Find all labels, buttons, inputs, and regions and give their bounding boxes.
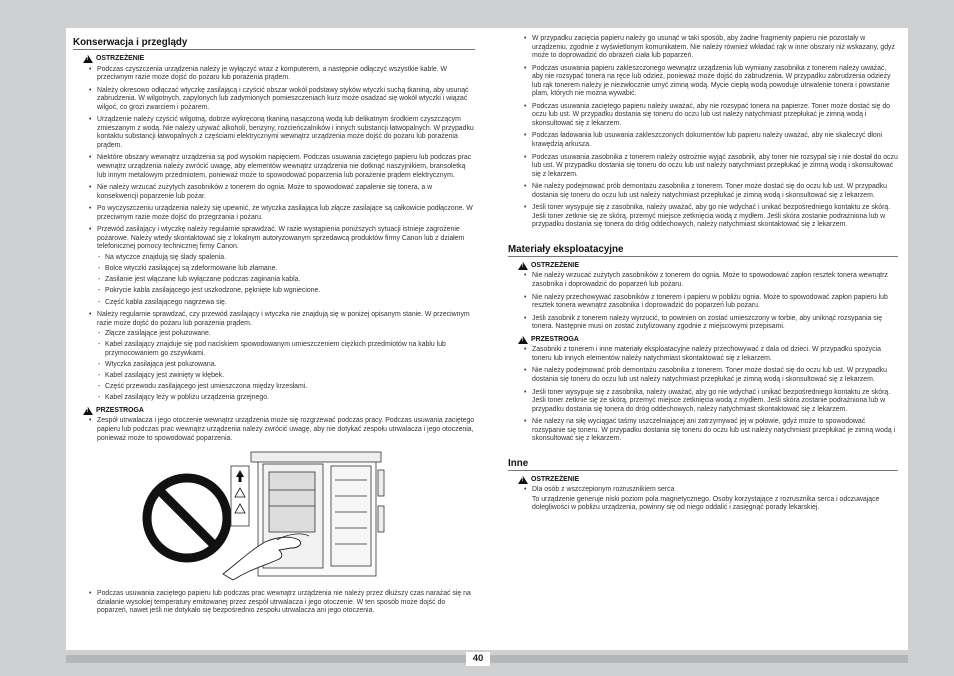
caution-notice bbox=[83, 407, 475, 416]
printer-illustration bbox=[73, 450, 475, 582]
sub-list-item: - Część kabla zasilającego nagrzewa się. bbox=[97, 299, 475, 308]
no-entry-icon bbox=[147, 478, 227, 558]
pacemaker-text: To urządzenie generuje niski poziom pola magnetycznego. Osoby korzystające z rozrusznika serca i odczuwające dolegliwości w pobliżu urządzenia, powinny się od niego oddalić i zasięgnąć porady lekarskiej. bbox=[532, 495, 880, 512]
list-item: • Należy okresowo odłączać wtyczkę zasilającą i czyścić obszar wokół podstawy styków wtyczki suchą tkaniną, aby usunąć zabrudzenia. W wilgotnych, zapylonych lub zadymionych pomieszczeniach kurz może osadzać się wokół wtyczki i wiązać wilgoć, co grozi zwarciem i pożarem. bbox=[73, 87, 475, 113]
list-item: • Zespół utrwalacza i jego otoczenie wewnątrz urządzenia może się rozgrzewać podczas pracy. Podczas usuwania zaciętego papieru lub podczas prac wewnątrz urządzenia należy zwrócić uwagę, aby nie dotykać zespołu utrwalacza i jego otoczenia, ponieważ może to spowodować poparzenia. bbox=[73, 417, 475, 443]
sub-list-item: - Wtyczka zasilająca jest poluzowana. bbox=[97, 361, 475, 370]
list-item: • Podczas ładowania lub usuwania zakleszczonych dokumentów lub papieru należy uważać, aby nie skaleczyć dłoni krawędzią arkusza. bbox=[508, 132, 898, 149]
warning-notice bbox=[518, 262, 898, 271]
page-number: 40 bbox=[466, 652, 490, 666]
sub-list-item: - Zasilanie jest włączane lub wyłączane podczas zaginania kabla. bbox=[97, 276, 475, 285]
jam-caution-list bbox=[508, 35, 898, 230]
list-item: • Nie należy na siłę wyciągać taśmy uszczelniającej ani zatrzymywać jej w połowie, gdyż może to spowodować rozsypanie się toneru. W przypadku dostania się toneru do oczu lub ust należy natychmiast przepłukać je zimną wodą i skonsultować się z lekarzem. bbox=[508, 418, 898, 444]
list-item: • Nie należy wrzucać zużytych zasobników z tonerem do ognia. Może to spowodować zapalenie się tonera, a w konsekwencji poparzenie lub pożar. bbox=[73, 184, 475, 201]
caution-triangle-icon bbox=[518, 336, 528, 344]
right-column bbox=[508, 35, 898, 513]
consumables-caution-list bbox=[508, 346, 898, 443]
warning-notice bbox=[518, 476, 898, 485]
list-item: • Jeśli zasobnik z tonerem należy wyrzucić, to powinien on zostać umieszczony w torbie, aby uniknąć rozsypania się tonera. Następnie musi on zostać zutylizowany zgodnie z miejscowymi przepisami. bbox=[508, 315, 898, 332]
list-item: • Jeśli toner wysypuje się z zasobnika, należy uważać, aby go nie wdychać i unikać bezpośredniego kontaktu ze skórą. Jeśli toner zetknie się ze skórą, przemyć miejsce zetknięcia wodą z mydłem. Jeśli skóra zostanie podrażniona lub w przypadku dostania się tonera do dróg oddechowych, należy natychmiast skontaktować się z lekarzem. bbox=[508, 204, 898, 230]
sub-list-item: - Na wtyczce znajdują się ślady spalenia. bbox=[97, 254, 475, 263]
list-item-text: Należy regularnie sprawdzać, czy przewód zasilający i wtyczka nie znajdują się w poniżej opisanym stanie. W przeciwnym razie może dojść do pożaru lub porażenia prądem. bbox=[97, 311, 470, 327]
list-item: • Nie należy podejmować prób demontażu zasobnika z tonerem. Toner może dostać się do oczu lub ust. W przypadku dostania się toneru do oczu lub ust należy natychmiast przepłukać je zimną wodą i skonsultować się z lekarzem. bbox=[508, 367, 898, 384]
caution-triangle-icon bbox=[83, 407, 93, 415]
list-item: • W przypadku zacięcia papieru należy go usunąć w taki sposób, aby żadne fragmenty papieru nie pozostały w urządzeniu, zgodnie z wyświetlonym komunikatem. Nie należy również wkładać rąk w inne obszary niż wskazany, gdyż może to doprowadzić do obrażeń ciała lub poparzeń. bbox=[508, 35, 898, 61]
fuser-hazard-illustration bbox=[73, 450, 475, 582]
warning-list bbox=[73, 66, 475, 403]
sub-list bbox=[97, 330, 475, 403]
other-warning-list bbox=[508, 486, 898, 495]
caution-label: PRZESTROGA bbox=[96, 406, 144, 414]
left-column bbox=[73, 37, 475, 620]
list-item: • Niektóre obszary wewnątrz urządzenia są pod wysokim napięciem. Podczas usuwania zaciętego papieru lub podczas prac wewnątrz urządzenia należy zwrócić uwagę, aby elementów wewnątrz urządzenia nie dotknąć naszyjnikiem, bransoletką lub innym metalowym przedmiotem, ponieważ może to spowodować poparzenia lub porażenie prądem elektrycznym. bbox=[73, 154, 475, 180]
sub-list-item: - Część przewodu zasilającego jest umieszczona między krzesłami. bbox=[97, 383, 475, 392]
list-item: • Urządzenie należy czyścić wilgotną, dobrze wykręconą tkaniną nasączoną wodą lub delikatnym środkiem czyszczącym zmieszanym z wodą. Nie należy używać alkoholi, benzyny, rozcieńczalników i innych substancji łatwopalnych. W przypadku kontaktu substancji łatwopalnych z częściami elektrycznymi wewnątrz urządzenia może dojść do pożaru lub porażenia prądem. bbox=[73, 116, 475, 150]
section-heading-maintenance: Konserwacja i przeglądy bbox=[73, 37, 475, 50]
section-heading-other: Inne bbox=[508, 458, 898, 471]
list-item: • Podczas usuwania zasobnika z tonerem należy ostrożnie wyjąć zasobnik, aby toner nie rozsypał się i nie dostał do oczu lub ust. W przypadku dostania się toneru do oczu lub ust należy natychmiast przepłukać je zimną wodą i skonsultować się z lekarzem. bbox=[508, 154, 898, 180]
list-item: • Podczas usuwania zaciętego papieru należy uważać, aby nie rozsypać tonera na papierze. Toner może dostać się do oczu lub ust. W przypadku dostania się toneru do oczu lub ust należy natychmiast przepłukać je zimną wodą i skonsultować się z lekarzem. bbox=[508, 103, 898, 129]
heat-exposure-list bbox=[73, 590, 475, 616]
caution-notice bbox=[518, 336, 898, 345]
sub-list bbox=[97, 254, 475, 307]
warning-label: OSTRZEŻENIE bbox=[531, 475, 580, 483]
list-item: • Nie należy podejmować prób demontażu zasobnika z tonerem. Toner może dostać się do oczu lub ust. W przypadku dostania się toneru do oczu lub ust należy natychmiast przepłukać je zimną wodą i skonsultować się z lekarzem. bbox=[508, 183, 898, 200]
list-item: • Po wyczyszczeniu urządzenia należy się upewnić, że wtyczka zasilająca lub złącze zasilające są całkowicie podłączone. W przeciwnym razie może dojść do przegrzania i pożaru. bbox=[73, 205, 475, 222]
warning-triangle-icon bbox=[518, 476, 528, 484]
caution-list bbox=[73, 417, 475, 443]
list-item: • Zasobniki z tonerem i inne materiały eksploatacyjne należy przechowywać z dala od dzieci. W przypadku spożycia toneru lub innych elementów należy natychmiast skontaktować się z lekarzem. bbox=[508, 346, 898, 363]
list-item: • Jeśli toner wysypuje się z zasobnika, należy uważać, aby go nie wdychać i unikać bezpośredniego kontaktu ze skórą. Jeśli toner zetknie się ze skórą, przemyć miejsce zetknięcia wodą z mydłem. Jeśli skóra zostanie podrażniona lub w przypadku dostania się tonera do dróg oddechowych, należy natychmiast skontaktować się z lekarzem. bbox=[508, 389, 898, 415]
warning-notice bbox=[83, 55, 475, 64]
warning-triangle-icon bbox=[83, 55, 93, 63]
warning-triangle-icon bbox=[518, 262, 528, 270]
list-item bbox=[73, 311, 475, 403]
section-heading-consumables: Materiały eksploatacyjne bbox=[508, 244, 898, 257]
caution-label: PRZESTROGA bbox=[531, 335, 579, 343]
list-item: • Podczas czyszczenia urządzenia należy je wyłączyć wraz z komputerem, a następnie odłączyć wszystkie kable. W przeciwnym razie może dojść do pożaru lub porażenia prądem. bbox=[73, 66, 475, 83]
sub-list-item: - Kabel zasilający leży w pobliżu urządzenia grzejnego. bbox=[97, 394, 475, 403]
warning-label: OSTRZEŻENIE bbox=[96, 55, 145, 62]
sub-list-item: - Kabel zasilający znajduje się pod naciskiem spowodowanym umieszczeniem ciężkich przedmiotów na kablu lub przymocowaniem go zszywkami. bbox=[97, 341, 475, 358]
warning-label: OSTRZEŻENIE bbox=[531, 261, 580, 269]
list-item bbox=[73, 226, 475, 307]
list-item: • Dla osób z wszczepionym rozrusznikiem serca bbox=[508, 486, 898, 495]
consumables-warning-list bbox=[508, 272, 898, 331]
list-item: • Nie należy wrzucać zużytych zasobników z tonerem do ognia. Może to spowodować zapłon resztek tonera wewnątrz zasobnika i doprowadzić do poparzeń lub pożaru. bbox=[508, 272, 898, 289]
list-item-text: Przewód zasilający i wtyczkę należy regularnie sprawdzać. W razie wystąpienia poniższych sytuacji istnieje zagrożenie pożarowe. Należy wtedy skontaktować się z lokalnym autoryzowanym sprzedawcą produktów firmy Canon lub z działem telefonicznej pomocy technicznej firmy Canon. bbox=[97, 226, 465, 251]
list-item: • Podczas usuwania papieru zakleszczonego wewnątrz urządzenia lub wymiany zasobnika z tonerem należy uważać, aby nie rozsypać tonera na ręce lub odzież, ponieważ może dojść do zabrudzenia. W przypadku zabrudzenia odzieży lub rąk tonerem należy je niezwłocznie umyć zimną wodą. Mycie ciepłą wodą powoduje utrwalenie tonera i powstanie plam, których nie można wywabić. bbox=[508, 65, 898, 99]
sub-list-item: - Pokrycie kabla zasilającego jest uszkodzone, pęknięte lub wgniecione. bbox=[97, 287, 475, 296]
sub-list-item: - Bolce wtyczki zasilającej są zdeformowane lub złamane. bbox=[97, 265, 475, 274]
list-item: • Podczas usuwania zaciętego papieru lub podczas prac wewnątrz urządzenia nie należy przez dłuższy czas narażać się na działanie wysokiej temperatury emitowanej przez zespół utrwalacza i jego otoczenie. W ten sposób może dojść do poparzeń, nawet jeśli nie dotykało się bezpośrednio zespołu utrwalacza ani jego otoczenia. bbox=[73, 590, 475, 616]
sub-list-item: - Kabel zasilający jest zwinięty w kłębek. bbox=[97, 372, 475, 381]
sub-list-item: - Złącze zasilające jest poluzowane. bbox=[97, 330, 475, 339]
list-item: • Nie należy przechowywać zasobników z tonerem i papieru w pobliżu ognia. Może to spowodować zapłon papieru lub resztek tonera wewnątrz zasobnika i doprowadzić do poparzeń lub pożaru. bbox=[508, 294, 898, 311]
